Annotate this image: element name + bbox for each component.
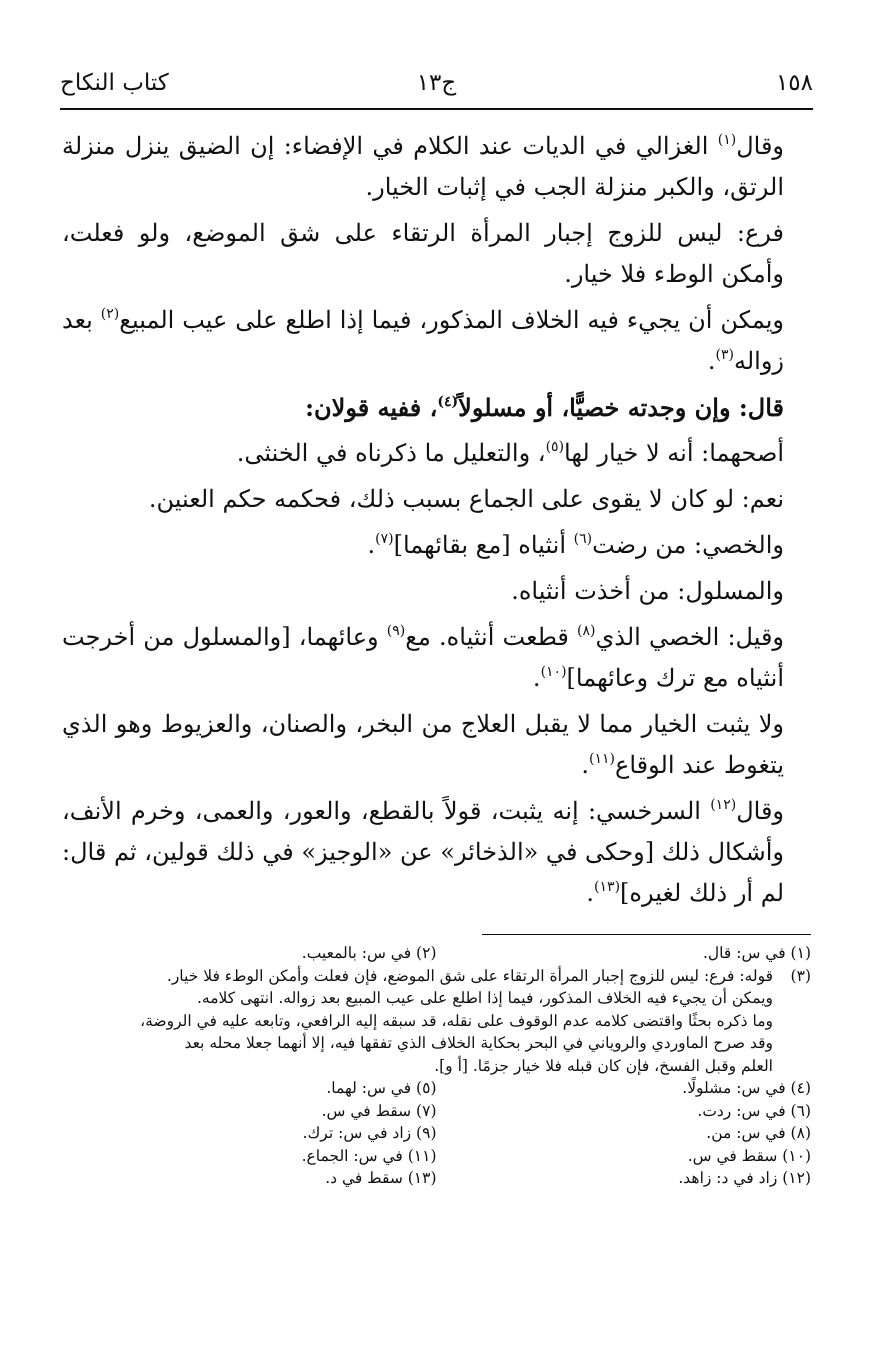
footnote-row [62,1145,811,1168]
header-rule [60,108,813,110]
footnote-ref: (١١) [589,751,615,767]
paragraph: وقال$^{(١)}$ الغزالي في الديات عند الكلام في الإفضاء: إن الضيق ينزل منزلة الرتق، والكبر منزلة الجب في إثبات الخيار. [62,132,784,201]
paragraph: وقال$^{(١٢)}$ السرخسي: إنه يثبت، قولاً بالقطع، والعور، والعمى، وخرم الأنف، وأشكال ذلك [وحكى في «الذخائر» عن «الوجيز» في ذلك قولين، ثم قال: لم أر ذلك لغيره]$^{(١٣)}$. [62,797,784,907]
footnote: (٦) في س: ردت. [697,1101,811,1120]
footnote: (١٢) زاد في د: زاهد. [678,1169,811,1188]
footnote: (٩) زاد في س: ترك. [302,1124,437,1143]
footnote-ref: (٩) [386,623,406,639]
paragraph: نعم: لو كان لا يقوى على الجماع بسبب ذلك، فحكمه حكم العنين. [148,485,784,513]
paragraph: فرع: ليس للزوج إجبار المرأة الرتقاء على شق الموضع، ولو فعلت، وأمكن الوطء فلا خيار. [62,219,784,288]
footnote-line: ويمكن أن يجيء فيه الخلاف المذكور، فيما إذا اطلع على عيب المبيع بعد زواله. انتهى كلامه. [196,989,773,1008]
footnote-row [62,1100,811,1123]
footnote: (٥) في س: لهما. [326,1079,437,1098]
footnote: (٨) في س: من. [706,1124,811,1143]
footnote [62,965,811,1078]
footnote-rule [482,934,811,935]
footnote-ref: (١٢) [710,797,737,813]
footnote-ref: (١٠) [540,664,567,680]
footnote-row [62,942,811,965]
footnote: (١٣) سقط في د. [325,1169,437,1188]
footnote-ref: (٢) [100,306,120,322]
footnote-number: (٣) [790,966,811,985]
book-title: كتاب النكاح [60,70,169,96]
page-number: ١٥٨ [775,70,813,96]
paragraph: والخصي: من رضت$^{(٦)}$ أنثياه [مع بقائهما]$^{(٧)}$. [367,531,784,559]
footnote-ref: (٣) [715,347,734,363]
paragraph: قال: وإن وجدته خصيًّا، أو مسلولاً$^{(٤)}$، ففيه قولان: [305,393,784,422]
running-header [60,62,813,102]
footnote-ref: (٨) [577,623,596,639]
footnote-line: العلم وقبل الفسخ، فإن كان قبله فلا خيار جزمًا. [أ و]. [434,1056,773,1075]
footnote-ref: (٦) [573,531,593,547]
footnote: (١١) في س: الجماع. [301,1146,437,1165]
footnote: (١٠) سقط في س. [687,1146,811,1165]
paragraph: أصحهما: أنه لا خيار لها$^{(٥)}$، والتعليل ما ذكرناه في الخنثى. [236,439,784,467]
paragraph: وقيل: الخصي الذي$^{(٨)}$ قطعت أنثياه. مع$^{(٩)}$ وعائهما، [والمسلول من أخرجت أنثياه مع ترك وعائهما]$^{(١٠)}$. [62,623,785,692]
footnote: (٧) سقط في س. [321,1101,437,1120]
footnote: (٢) في س: بالمعيب. [301,944,437,962]
paragraph: ويمكن أن يجيء فيه الخلاف المذكور، فيما إذا اطلع على عيب المبيع$^{(٢)}$ بعد زواله$^{(٣)}$. [62,306,784,375]
footnote-ref: (٤) [437,394,459,410]
volume-label: ج١٣ [416,70,457,96]
footnote-row [62,1167,811,1190]
footnote-row [62,1122,811,1145]
footnote-row [62,1077,811,1100]
paragraph: والمسلول: من أخذت أنثياه. [511,577,784,605]
footnote-ref: (١٣) [594,879,621,895]
footnote-ref: (٥) [545,439,565,455]
footnote-ref: (٧) [375,531,394,547]
footnote-line: وما ذكره بحثًا واقتضى كلامه عدم الوقوف على نقله، قد سبقه إليه الرافعي، وتابعه عليه في الروضة، [140,1011,773,1030]
footnotes [62,942,811,1190]
footnote-line: وقد صرح الماوردي والروياني في البحر بحكاية الخلاف الذي تفقها فيه، إلا أنهما جعلا محله بعد [184,1034,773,1053]
paragraph: ولا يثبت الخيار مما لا يقبل العلاج من البخر، والصنان، والعزيوط وهو الذي يتغوط عند الوقاع$^{(١١)}$. [62,710,784,779]
footnote: (٤) في س: مشلولًا. [682,1079,811,1098]
footnote: (١) في س: قال. [702,944,811,962]
footnote-ref: (١) [717,132,737,148]
main-text [62,126,811,919]
footnote-line: قوله: فرع: ليس للزوج إجبار المرأة الرتقاء على شق الموضع، فإن فعلت وأمكن الوطء فلا خيار. [166,966,773,985]
